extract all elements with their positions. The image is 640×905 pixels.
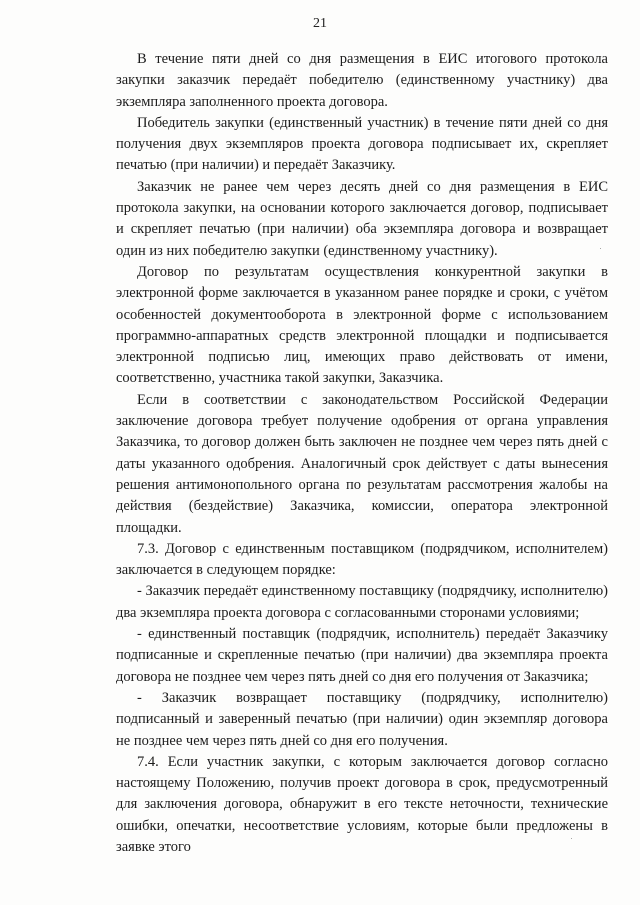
list-item-supplier-transfers: - единственный поставщик (подрядчик, исполнитель) передаёт Заказчику подписанные и скрепленные печатью (при наличии) два экземпляра проекта договора не позднее чем через пять дней со дня его получения от Заказчика; xyxy=(116,626,608,685)
scan-speck xyxy=(600,248,601,249)
paragraph-section-7-4: 7.4. Если участник закупки, с которым заключается договор согласно настоящему Положению, получив проект договора в срок, предусмотренный для заключения договора, обнаружит в его тексте неточности, технические ошибки, опечатки, несоответствие условиям, которые были предложены в заявке этого xyxy=(116,753,608,855)
list-item-customer-transfers: - Заказчик передаёт единственному поставщику (подрядчику, исполнителю) два экземпляра проекта договора с согласованными сторонами условиями; xyxy=(116,583,608,621)
document-body xyxy=(116,49,608,858)
scan-speck xyxy=(571,838,572,839)
paragraph-winner-signs: Победитель закупки (единственный участник) в течение пяти дней со дня получения двух экземпляров проекта договора подписывает их, скрепляет печатью (при наличии) и передаёт Заказчику. xyxy=(116,114,608,174)
paragraph-electronic-form: Договор по результатам осуществления конкурентной закупки в электронной форме заключается в указанном ранее порядке и сроки, с учётом особенностей документооборота в электронной форме с использованием программно-аппаратных средств электронной площадки и подписывается электронной подписью лиц, имеющих право действовать от имени, соответственно, участника такой закупки, Заказчика. xyxy=(116,263,608,387)
page-number: 21 xyxy=(313,16,327,31)
list-item-customer-returns: - Заказчик возвращает поставщику (подрядчику, исполнителю) подписанный и заверенный печатью (при наличии) один экземпляр договора не позднее чем через пять дней со дня его получения. xyxy=(116,689,608,749)
paragraph-section-7-3: 7.3. Договор с единственным поставщиком (подрядчиком, исполнителем) заключается в следующем порядке: xyxy=(116,540,608,579)
paragraph-approval-term: Если в соответствии с законодательством Российской Федерации заключение договора требует получение одобрения от органа управления Заказчика, то договор должен быть заключен не позднее чем через пять дней с даты указанного одобрения. Аналогичный срок действует с даты вынесения решения антимонопольного органа по результатам рассмотрения жалобы на действия (бездействие) Заказчика, комиссии, оператора электронной площадки. xyxy=(116,391,608,536)
paragraph-customer-signs: Заказчик не ранее чем через десять дней со дня размещения в ЕИС протокола закупки, на основании которого заключается договор, подписывает и скрепляет печатью (при наличии) оба экземпляра договора и возвращает один из них победителю закупки (единственному участнику). xyxy=(116,178,608,259)
paragraph-protocol-transfer: В течение пяти дней со дня размещения в ЕИС итогового протокола закупки заказчик передаёт победителю (единственному участнику) два экземпляра заполненного проекта договора. xyxy=(116,51,608,110)
